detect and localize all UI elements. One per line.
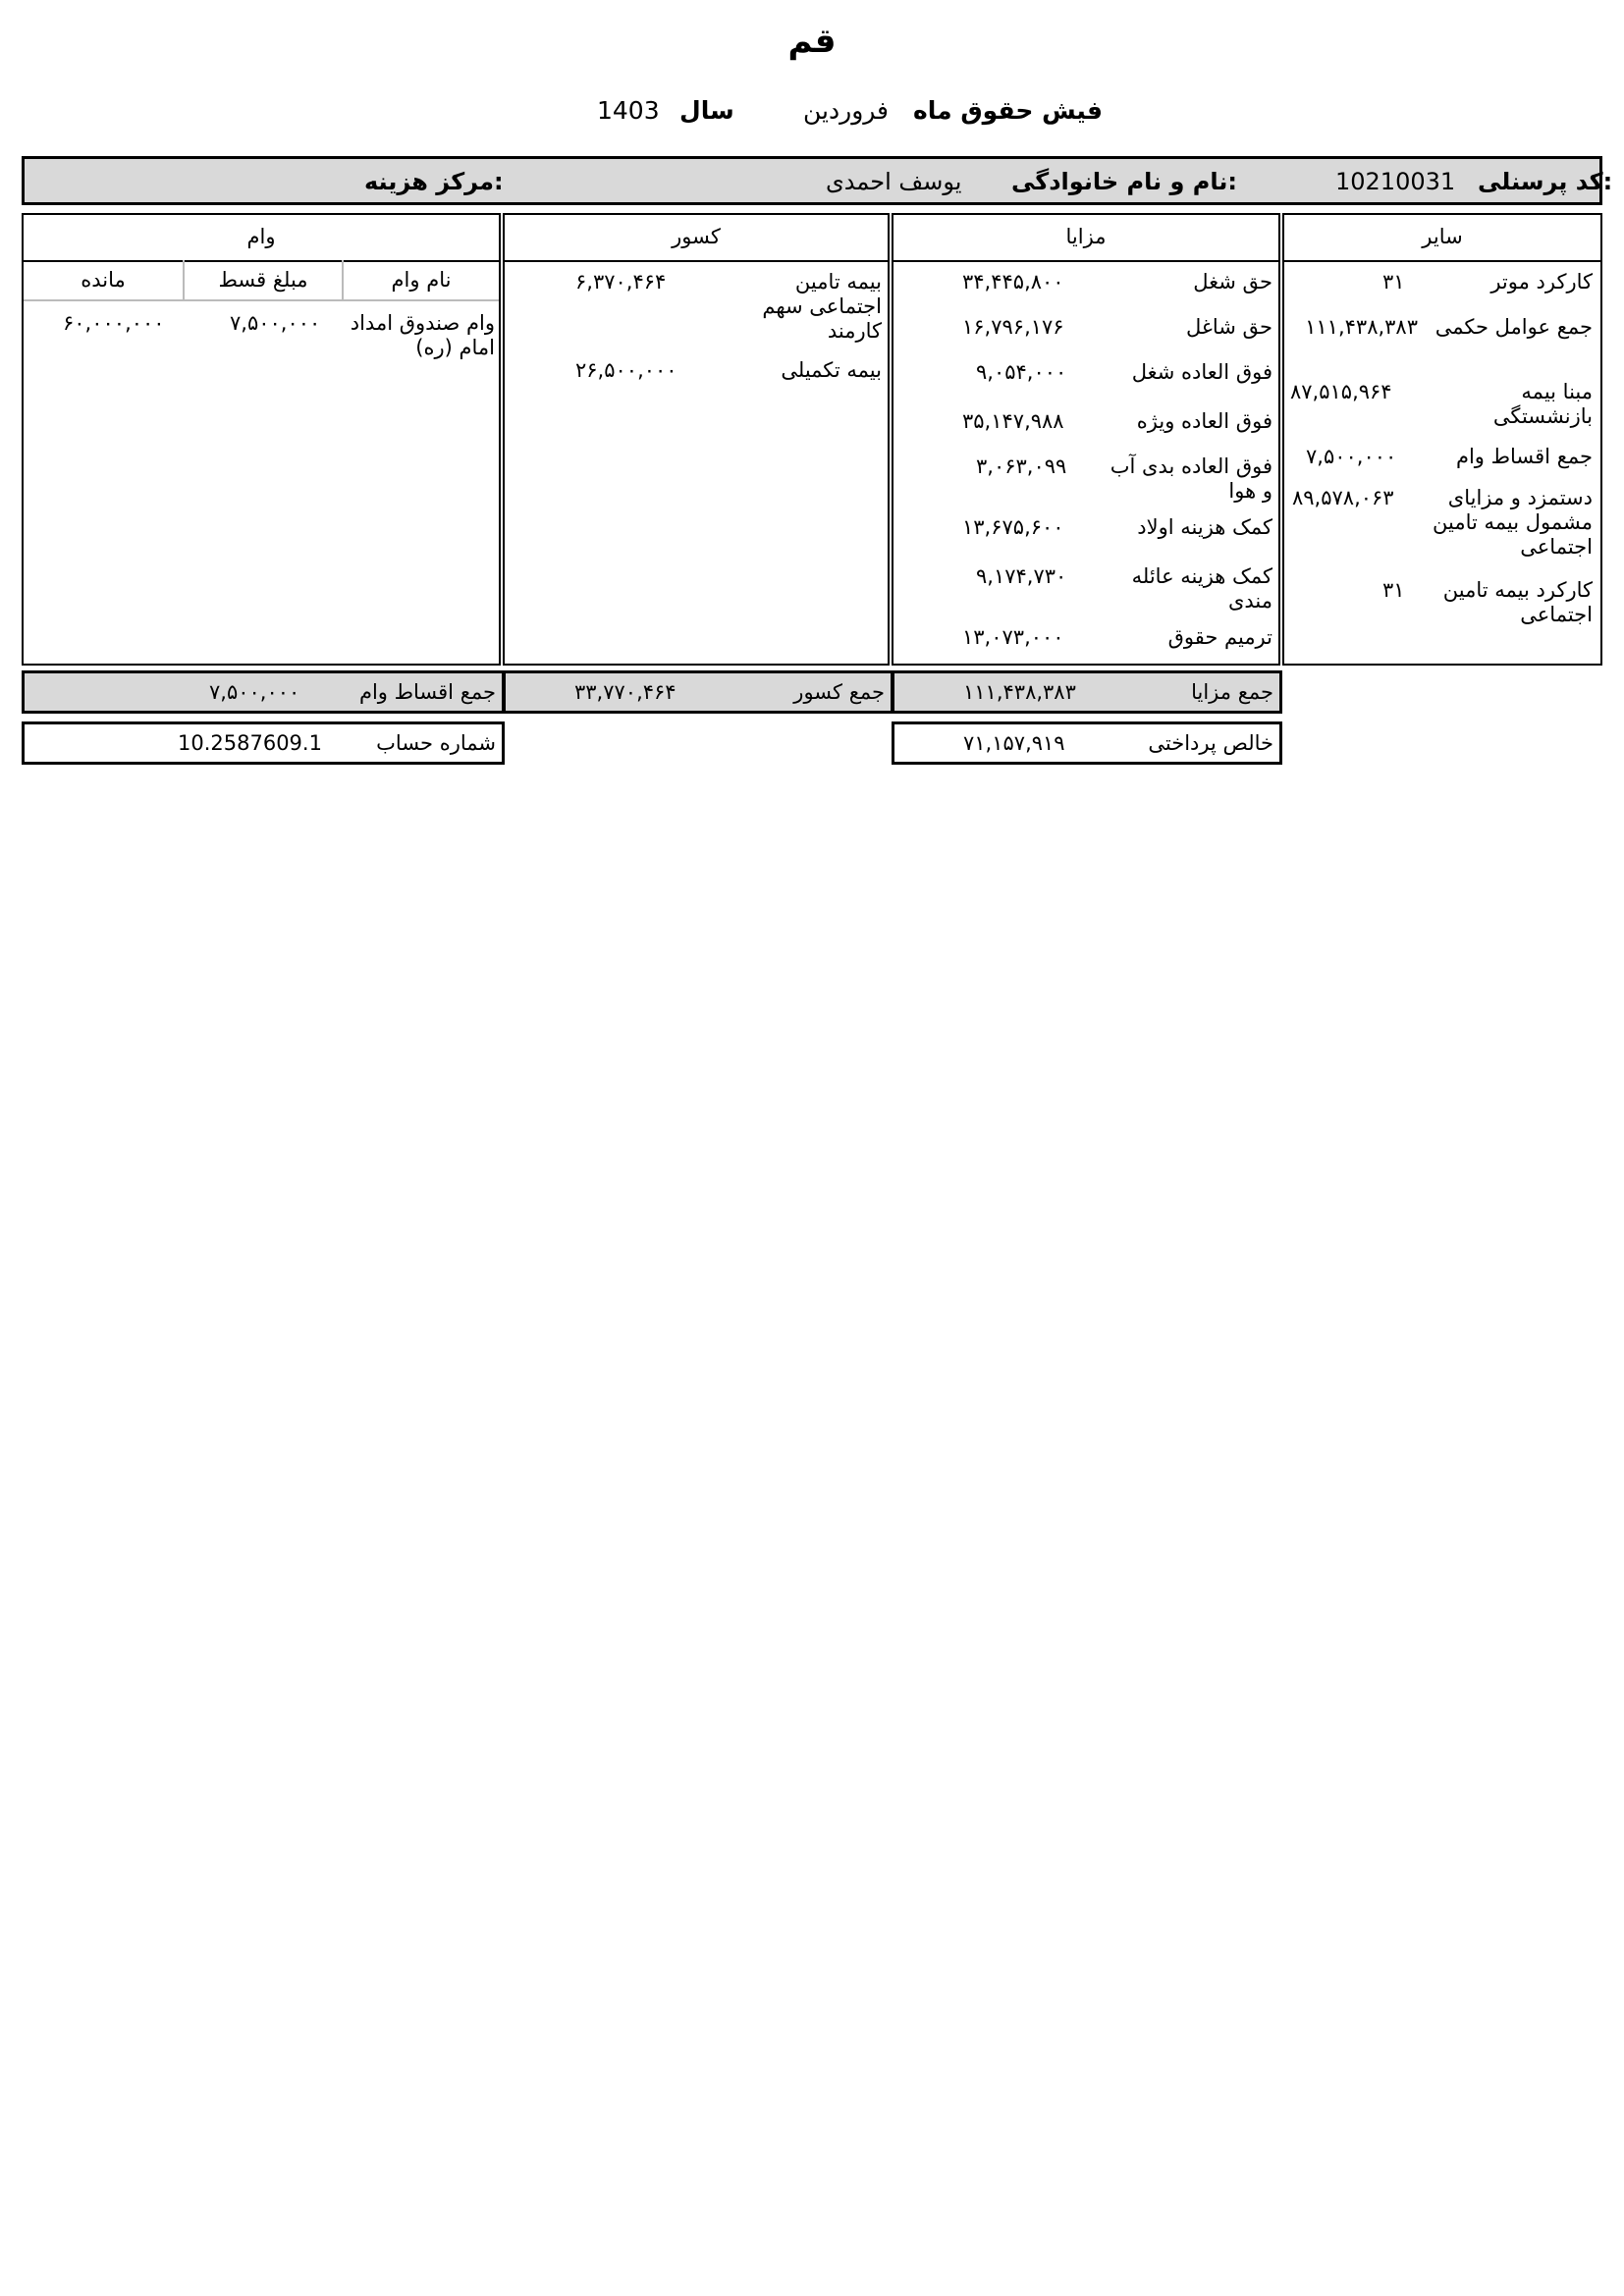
benefit-label: حق شغل xyxy=(1193,270,1272,294)
deductions-column-title: کسور xyxy=(505,215,888,262)
loan-installment: ۷,۵۰۰,۰۰۰ xyxy=(230,311,321,335)
loan-name: وام صندوق امداد امام (ره) xyxy=(350,311,495,359)
benefits-total-label: جمع مزایا xyxy=(1191,680,1273,704)
loan-header-divider xyxy=(342,260,344,301)
employee-name-label: نام و نام خانوادگی: xyxy=(1011,168,1237,195)
other-label: کارکرد بیمه تامین اجتماعی xyxy=(1442,578,1593,626)
deduction-label: بیمه تکمیلی xyxy=(781,358,882,382)
net-pay-box xyxy=(892,721,1282,765)
deductions-column xyxy=(503,213,890,666)
cost-center-label: مرکز هزینه: xyxy=(364,168,504,195)
deduction-value: ۲۶,۵۰۰,۰۰۰ xyxy=(575,358,677,382)
slip-month: فروردین xyxy=(803,96,890,125)
other-label: دستمزد و مزایای مشمول بیمه تامین اجتماعی xyxy=(1433,486,1593,559)
benefit-value: ۱۳,۶۷۵,۶۰۰ xyxy=(962,515,1064,539)
benefit-value: ۱۶,۷۹۶,۱۷۶ xyxy=(962,315,1064,339)
benefit-value: ۹,۰۵۴,۰۰۰ xyxy=(976,360,1067,384)
benefit-label: فوق العاده ویژه xyxy=(1136,409,1272,433)
benefit-label: کمک هزینه اولاد xyxy=(1137,515,1272,539)
deduction-label: بیمه تامین اجتماعی سهم کارمند xyxy=(762,270,882,343)
loans-column-title: وام xyxy=(24,215,499,262)
other-value: ۱۱۱,۴۳۸,۳۸۳ xyxy=(1305,315,1418,339)
benefits-column xyxy=(892,213,1280,666)
deduction-value: ۶,۳۷۰,۴۶۴ xyxy=(575,270,667,294)
other-label: مبنا بیمه بازنشستگی xyxy=(1492,380,1593,428)
account-number-box xyxy=(22,721,505,765)
benefits-column-title: مزایا xyxy=(893,215,1278,262)
benefit-value: ۱۳,۰۷۳,۰۰۰ xyxy=(962,625,1064,649)
employee-name: یوسف احمدی xyxy=(826,168,962,195)
benefit-label: کمک هزینه عائله مندی xyxy=(1131,564,1272,613)
loans-total-box xyxy=(22,670,505,714)
benefit-label: حق شاغل xyxy=(1185,315,1272,339)
account-number-label: شماره حساب xyxy=(376,731,496,755)
deductions-total-box xyxy=(503,670,893,714)
benefits-total-value: ۱۱۱,۴۳۸,۳۸۳ xyxy=(963,680,1076,704)
employee-info-bar xyxy=(22,156,1613,205)
deductions-total-value: ۳۳,۷۷۰,۴۶۴ xyxy=(574,680,677,704)
loans-total-label: جمع اقساط وام xyxy=(358,680,496,704)
benefit-label: فوق العاده بدی آب و هوا xyxy=(1110,454,1272,503)
other-label: کارکرد موتر xyxy=(1490,270,1593,294)
slip-label: فیش حقوق ماه xyxy=(913,96,1103,125)
loan-name-header: نام وام xyxy=(344,260,499,301)
loan-remaining-header: مانده xyxy=(24,260,183,301)
benefit-label: ترمیم حقوق xyxy=(1167,625,1272,649)
benefit-value: ۳,۰۶۳,۰۹۹ xyxy=(976,454,1067,478)
benefit-value: ۳۴,۴۴۵,۸۰۰ xyxy=(962,270,1064,294)
loans-total-value: ۷,۵۰۰,۰۰۰ xyxy=(209,680,300,704)
loans-column xyxy=(22,213,501,666)
benefit-label: فوق العاده شغل xyxy=(1131,360,1272,384)
net-pay-label: خالص پرداختی xyxy=(1148,731,1273,755)
other-value: ۸۷,۵۱۵,۹۶۴ xyxy=(1290,380,1392,403)
benefit-value: ۹,۱۷۴,۷۳۰ xyxy=(976,564,1067,588)
slip-subtitle xyxy=(0,96,1624,135)
year-value: 1403 xyxy=(597,96,660,125)
benefit-value: ۳۵,۱۴۷,۹۸۸ xyxy=(962,409,1064,433)
other-column xyxy=(1282,213,1602,666)
account-number-value: 10.2587609.1 xyxy=(178,731,322,755)
loan-header-divider xyxy=(183,260,185,301)
other-value: ۷,۵۰۰,۰۰۰ xyxy=(1306,445,1397,468)
other-value: ۳۱ xyxy=(1382,578,1405,602)
loan-remaining: ۶۰,۰۰۰,۰۰۰ xyxy=(63,311,165,335)
other-value: ۳۱ xyxy=(1382,270,1405,294)
other-label: جمع اقساط وام xyxy=(1455,445,1593,468)
city-title: قم xyxy=(787,22,837,61)
year-label: سال xyxy=(679,96,734,125)
other-label: جمع عوامل حکمی xyxy=(1435,315,1593,339)
other-column-title: سایر xyxy=(1284,215,1600,262)
net-pay-value: ۷۱,۱۵۷,۹۱۹ xyxy=(963,731,1065,755)
other-value: ۸۹,۵۷۸,۰۶۳ xyxy=(1292,486,1394,509)
benefits-total-box xyxy=(892,670,1282,714)
loan-installment-header: مبلغ قسط xyxy=(185,260,342,301)
employee-code: 10210031 xyxy=(1335,168,1456,195)
employee-code-label: کد پرسنلی: xyxy=(1478,168,1613,195)
deductions-total-label: جمع کسور xyxy=(793,680,885,704)
